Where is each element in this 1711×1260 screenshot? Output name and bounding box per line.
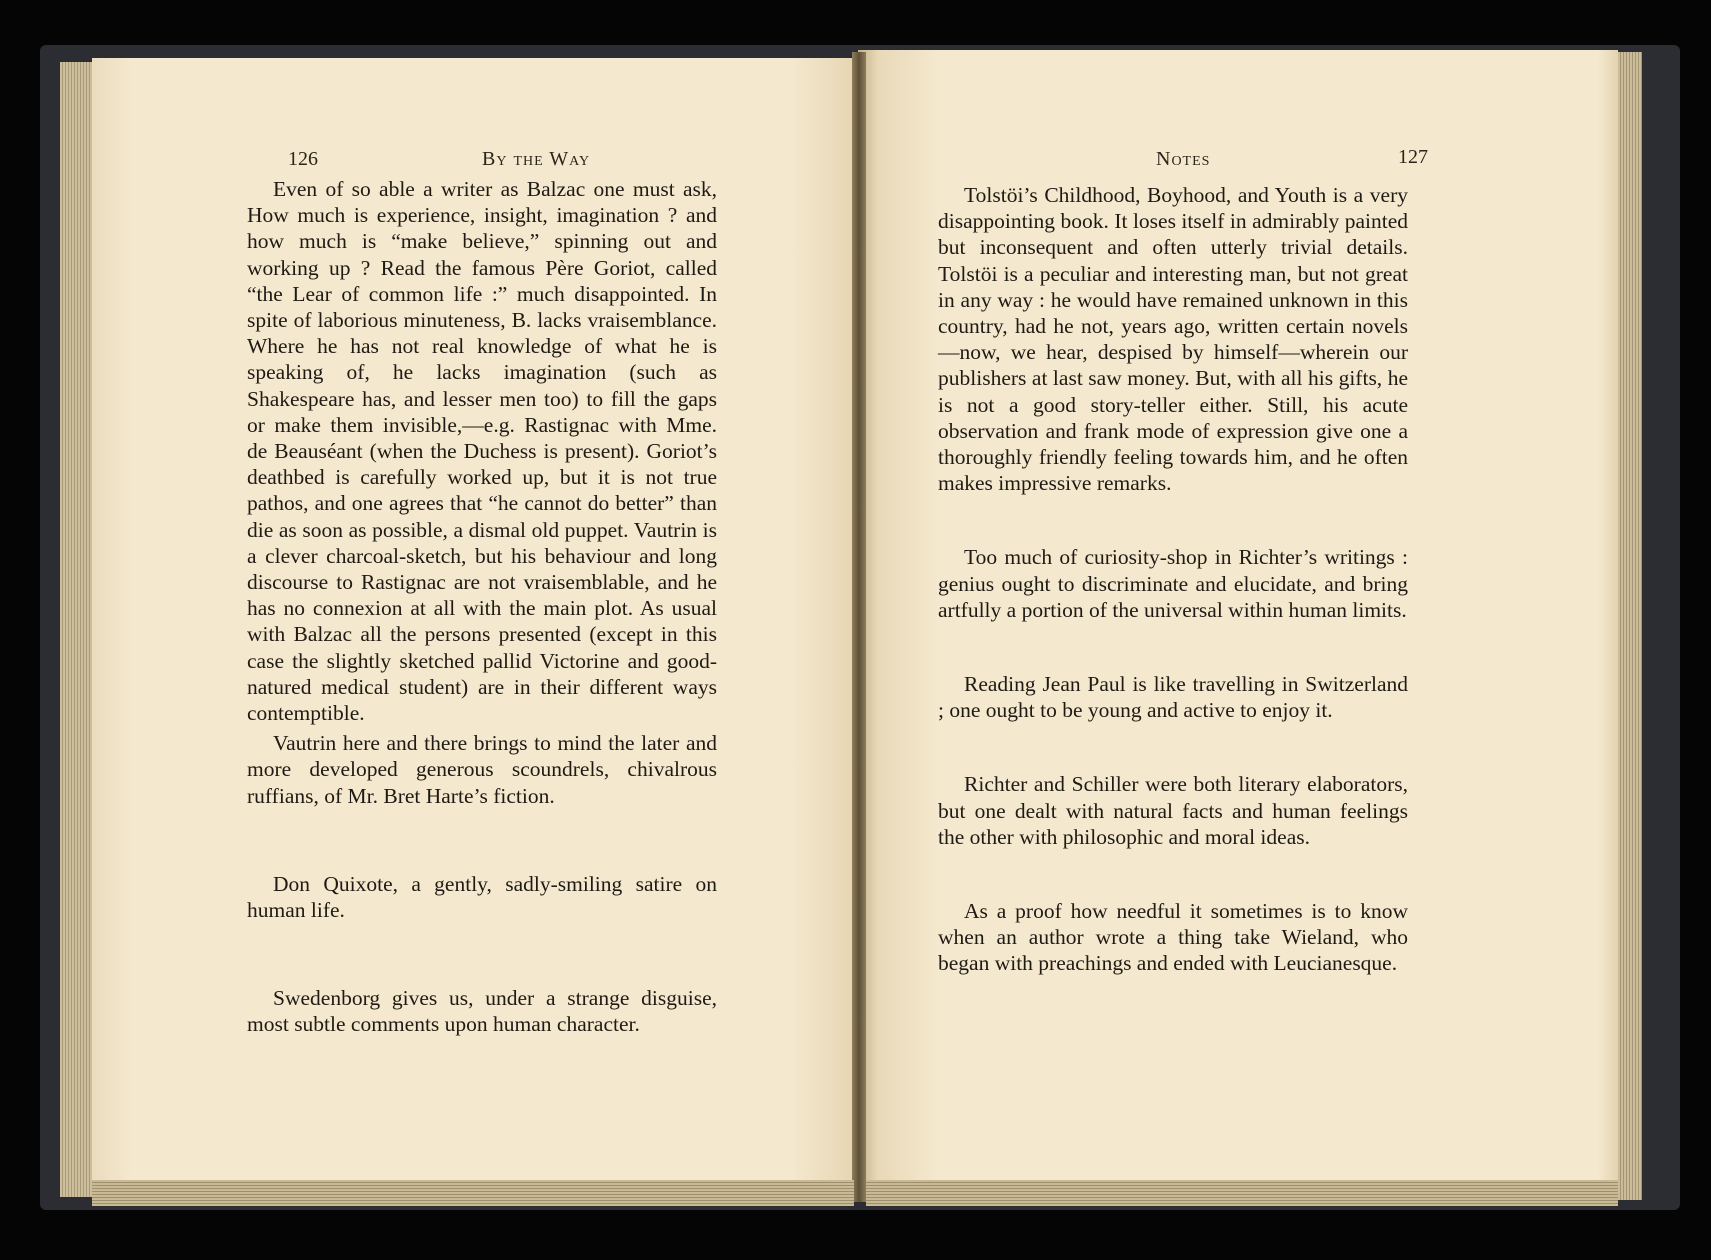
paragraph-richter: Too much of curiosity-shop in Richter’s writings : genius ought to discriminate and elucidate, and bring artfully a portion of the universal within human limits. — [938, 545, 1408, 622]
book-gutter — [852, 52, 866, 1202]
page-stack-bottom-right — [866, 1180, 1618, 1206]
running-head-left: By the Way — [482, 148, 591, 170]
right-page — [858, 50, 1618, 1200]
left-page-body — [247, 176, 717, 1038]
left-page — [92, 58, 864, 1200]
running-head-right: Notes — [1156, 148, 1211, 170]
paragraph-wieland: As a proof how needful it sometimes is to know when an author wrote a thing take Wieland, who began with preachings and ended with Leucianesque. — [938, 899, 1408, 976]
paragraph-don-quixote: Don Quixote, a gently, sadly-smiling satire on human life. — [247, 871, 717, 923]
page-number-left: 126 — [288, 148, 318, 170]
paragraph-schiller: Richter and Schiller were both literary elaborators, but one dealt with natural facts and human feelings the other with philosophic and moral ideas. — [938, 772, 1408, 849]
paragraph-balzac: Even of so able a writer as Balzac one must ask, How much is experience, insight, imagination ? and how much is “make believe,” spinning out and working up ? Read the famous Père Goriot, called “the Lear of common life :” much disappointed. In spite of laborious minuteness, B. lacks vraisemblance. Where he has not real knowledge of what he is speaking of, he lacks imagination (such as Shakespeare has, and lesser men too) to fill the gaps or make them invisible,—e.g. Rastignac with Mme. de Beauséant (when the Duchess is present). Goriot’s deathbed is carefully worked up, but it is not true pathos, and one agrees that “he cannot do better” than die as soon as possible, a dismal old puppet. Vautrin is a clever charcoal-sketch, but his behaviour and long discourse to Rastignac are not vraisemblable, and he has no connexion at all with the main plot. As usual with Balzac all the persons presented (except in this case the slightly sketched pallid Victorine and good-natured medical student) are in their different ways contemptible. — [247, 177, 717, 726]
page-stack-bottom-left — [92, 1180, 854, 1206]
paragraph-swedenborg: Swedenborg gives us, under a strange disguise, most subtle comments upon human character. — [247, 986, 717, 1037]
page-number-right: 127 — [1398, 146, 1428, 168]
right-page-body — [938, 182, 1408, 977]
paragraph-jean-paul: Reading Jean Paul is like travelling in Switzerland ; one ought to be young and active to enjoy it. — [938, 672, 1408, 723]
paragraph-tolstoi: Tolstöi’s Childhood, Boyhood, and Youth is a very disappointing book. It loses itself in admirably painted but inconsequent and often utterly trivial details. Tolstöi is a peculiar and interesting man, but not great in any way : he would have remained unknown in this country, had he not, years ago, written certain novels—now, we hear, despised by himself—wherein our publishers at last saw money. But, with all his gifts, he is not a good story-teller either. Still, his acute observation and frank mode of expression give one a thoroughly friendly feeling towards him, and he often makes impressive remarks. — [938, 183, 1408, 496]
paragraph-vautrin: Vautrin here and there brings to mind the later and more developed generous scoundrels, chivalrous ruffians, of Mr. Bret Harte’s fiction. — [247, 731, 717, 808]
